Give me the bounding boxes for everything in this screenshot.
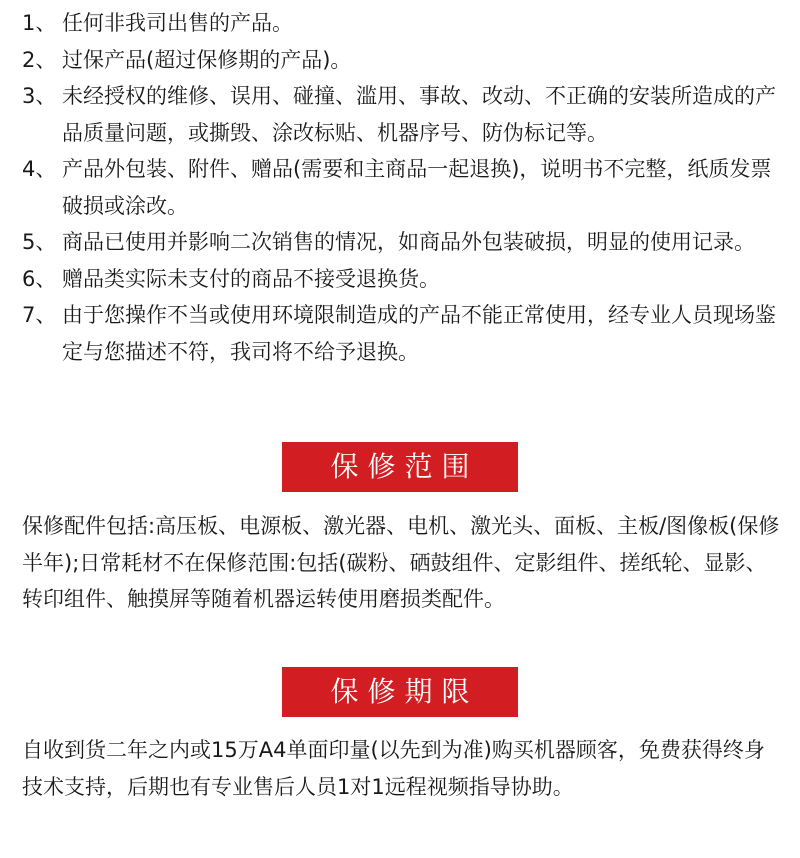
list-item-number: 7、 (22, 303, 57, 327)
list-item-number: 4、 (22, 157, 57, 181)
list-item (22, 261, 782, 298)
list-item-text: 商品已使用并影响二次销售的情况，如商品外包装破损，明显的使用记录。 (62, 230, 755, 254)
list-item (22, 5, 782, 42)
list-item-number: 6、 (22, 266, 57, 291)
list-item-number: 1、 (22, 11, 57, 35)
list-item-number: 5、 (22, 230, 57, 254)
list-item-text: 赠品类实际未支付的商品不接受退换货。 (62, 266, 440, 291)
list-item-text: 未经授权的维修、误用、碰撞、滥用、事故、改动、不正确的安装所造成的产品质量问题，或撕毁、涂改标贴、机器序号、防伪标记等。 (62, 84, 776, 145)
list-item-text: 过保产品(超过保修期的产品)。 (62, 47, 352, 72)
warranty-period-text: 自收到货二年之内或15万A4单面印量(以先到为准)购买机器顾客，免费获得终身技术支持，后期也有专业售后人员1对1远程视频指导协助。 (22, 738, 765, 799)
list-item (22, 42, 782, 79)
exclusion-list (22, 5, 782, 370)
list-item-text: 任何非我司出售的产品。 (62, 11, 293, 35)
list-item (22, 297, 782, 370)
list-item (22, 224, 782, 261)
list-item-number: 3、 (22, 84, 57, 108)
warranty-scope-heading: 保修范围 (282, 442, 518, 492)
list-item (22, 78, 782, 151)
list-item-text: 产品外包装、附件、赠品(需要和主商品一起退换)，说明书不完整，纸质发票破损或涂改。 (62, 157, 772, 218)
warranty-period-heading: 保修期限 (282, 667, 518, 717)
warranty-scope-text: 保修配件包括:高压板、电源板、激光器、电机、激光头、面板、主板/图像板(保修半年);日常耗材不在保修范围:包括(碳粉、硒鼓组件、定影组件、搓纸轮、显影、转印组件、触摸屏等随着机器运转使用磨损类配件。 (22, 514, 780, 611)
list-item (22, 151, 782, 224)
list-item-text: 由于您操作不当或使用环境限制造成的产品不能正常使用，经专业人员现场鉴定与您描述不符，我司将不给予退换。 (62, 303, 776, 364)
list-item-number: 2、 (22, 47, 57, 72)
